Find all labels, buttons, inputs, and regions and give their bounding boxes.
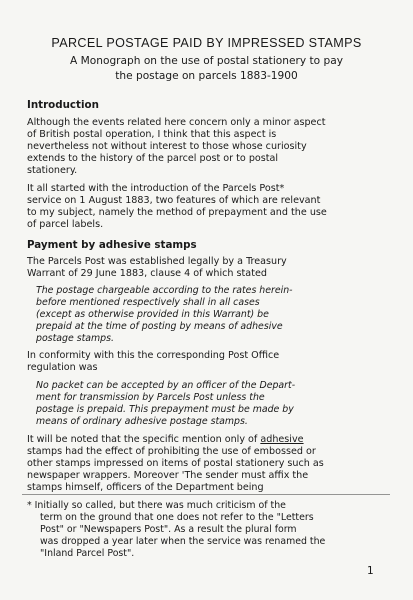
intro-p1-line: Although the events related here concern only a minor aspect [27,117,326,128]
adhesive-p3-line [27,434,387,446]
quote-1-line: postage stamps. [36,333,114,344]
footnote-line: was dropped a year later when the service was renamed the [40,536,326,547]
quote-2-line: ment for transmission by Parcels Post unless the [36,392,265,403]
quote-1-line: (except as otherwise provided in this Warrant) be [36,309,269,320]
intro-p2-line: to my subject, namely the method of prepayment and the use [27,207,327,218]
adhesive-p3-line: newspaper wrappers. Moreover 'The sender must affix the [27,470,309,481]
footnote-line: term on the ground that one does not refer to the "Letters [40,512,314,523]
intro-p2-line: of parcel labels. [27,219,104,230]
intro-p2-line: It all started with the introduction of the Parcels Post* [27,183,285,194]
adhesive-p3-line: stamps had the effect of prohibiting the use of embossed or [27,446,316,457]
quote-1-line: before mentioned respectively shall in all cases [36,297,260,308]
subtitle-line-2: the postage on parcels 1883-1900 [115,70,298,82]
footnote-line: "Inland Parcel Post". [40,548,135,559]
adhesive-p3-line: other stamps impressed on items of postal stationery such as [27,458,324,469]
quote-2-line: No packet can be accepted by an officer of the Depart- [36,380,296,391]
adhesive-p3-line: stamps himself, officers of the Department being [27,482,264,493]
footnote-line: * Initially so called, but there was much criticism of the [27,500,286,511]
intro-p1-line: of British postal operation, I think that this aspect is [27,129,277,140]
adhesive-p1-line: Warrant of 29 June 1883, clause 4 of which stated [27,268,267,279]
underlined-word: adhesive [260,434,304,445]
adhesive-p1-line: The Parcels Post was established legally by a Treasury [27,256,287,267]
quote-1-line: The postage chargeable according to the rates herein- [36,285,293,296]
footnote-line: Post" or "Newspapers Post". As a result the plural form [40,524,297,535]
quote-2-line: means of ordinary adhesive postage stamps. [36,416,248,427]
section-heading-introduction: Introduction [27,99,99,111]
adhesive-p2-line: regulation was [27,362,98,373]
page-number: 1 [367,565,374,577]
subtitle-line-1: A Monograph on the use of postal stationery to pay [70,55,343,67]
intro-p1-line: extends to the history of the parcel post or to postal [27,153,279,164]
intro-p1-line: nevertheless not without interest to those whose curiosity [27,141,307,152]
footnote-divider [22,494,390,495]
quote-2-line: postage is prepaid. This prepayment must be made by [36,404,294,415]
quote-1-line: prepaid at the time of posting by means of adhesive [36,321,283,332]
adhesive-p3-text: It will be noted that the specific mention only of [27,434,261,445]
section-heading-adhesive: Payment by adhesive stamps [27,239,197,251]
adhesive-p2-line: In conformity with this the corresponding Post Office [27,350,280,361]
intro-p2-line: service on 1 August 1883, two features of which are relevant [27,195,321,206]
page-title: PARCEL POSTAGE PAID BY IMPRESSED STAMPS [51,36,362,50]
intro-p1-line: stationery. [27,165,78,176]
